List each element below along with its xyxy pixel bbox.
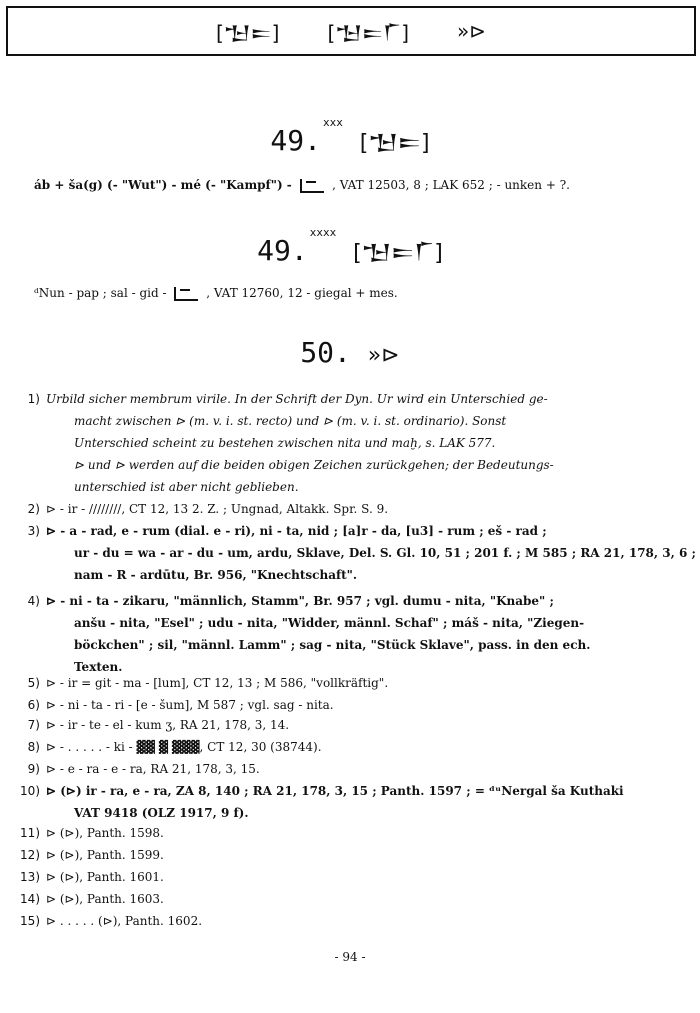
entry-number: 14) (20, 892, 40, 906)
entry-text: ⊳ - ni - ta - ri - [e - šum], M 587 ; vgl. sag - nita. (46, 698, 334, 712)
entry-text: ⊳ (⊳), Panth. 1599. (46, 848, 164, 862)
entry-line (74, 436, 700, 450)
entry-text: Texten. (74, 660, 123, 674)
entry-number: 5) (27, 676, 40, 690)
entry-number: 15) (20, 914, 40, 928)
entry-text: VAT 9418 (OLZ 1917, 9 f). (74, 806, 249, 820)
entry-text: böckchen" ; sil, "männl. Lamm" ; sag - nita, "Stück Sklave", pass. in den ech. (74, 638, 591, 652)
entry-line (18, 698, 700, 712)
entry-line (74, 660, 700, 674)
heading-superscript: xxxx (309, 226, 337, 239)
entry-line (18, 784, 700, 798)
entry-text: ur - du = wa - ar - du - um, ardu, Sklave, Del. S. Gl. 10, 51 ; 201 f. ; M 585 ; RA 21, 178, 3, 6 ; (74, 546, 696, 560)
entry-line (18, 392, 700, 406)
entry-number: 12) (20, 848, 40, 862)
entry-text: ⊳ - e - ra - e - ra, RA 21, 178, 3, 15. (46, 762, 260, 776)
entry-line (74, 568, 700, 582)
cuneiform-sign-icon (174, 287, 198, 301)
entry-text: ⊳ - a - rad, e - rum (dial. e - ri), ni - ta, nid ; [a]r - da, [u3] - rum ; eš - rad ; (46, 524, 547, 538)
entry-text: ⊳ - ni - ta - zikaru, "männlich, Stamm", Br. 957 ; vgl. dumu - nita, "Knabe" ; (46, 594, 554, 608)
title-sign-3: »⊳ (457, 19, 487, 43)
entry-line (74, 806, 700, 820)
title-frame (6, 6, 696, 56)
page-number: - 94 - (334, 950, 366, 964)
entry-number: 2) (27, 502, 40, 516)
section-heading-49xxx (0, 116, 700, 166)
entry-line (74, 480, 700, 494)
entry-line (74, 458, 700, 472)
entry-line (18, 892, 700, 906)
entry-number: 11) (20, 826, 40, 840)
entry-line (18, 676, 700, 690)
entry-line (18, 594, 700, 608)
entry-line (18, 762, 700, 776)
section-text-tail: , VAT 12503, 8 ; LAK 652 ; - unken + ?. (332, 178, 570, 192)
entry-line (74, 414, 700, 428)
entry-line (18, 848, 700, 862)
entry-number: 4) (27, 594, 40, 608)
entry-text: ⊳ und ⊳ werden auf die beiden obigen Zeichen zurückgehen; der Bedeutungs- (74, 458, 554, 472)
entry-text: ⊳ - ir - te - el - kum ʒ, RA 21, 178, 3, 14. (46, 718, 290, 732)
entry-number: 9) (27, 762, 40, 776)
entry-line (18, 718, 700, 732)
title-sign-2: [𒈠𒋰𒇲] (327, 21, 410, 45)
cuneiform-sign-icon: [𒈠𒋰𒇲] (353, 241, 443, 266)
entry-number: 3) (27, 524, 40, 538)
entry-text: Urbild sicher membrum virile. In der Schrift der Dyn. Ur wird ein Unterschied ge- (46, 392, 548, 406)
entry-text: ⊳ - ir = git - ma - [lum], CT 12, 13 ; M 586, "vollkräftig". (46, 676, 389, 690)
cuneiform-sign-icon: »⊳ (367, 343, 400, 368)
entry-line (18, 524, 700, 538)
entry-number: 10) (20, 784, 40, 798)
section-heading-49xxxx (0, 226, 700, 276)
entry-line (18, 740, 700, 754)
entry-number: 6) (27, 698, 40, 712)
entry-text: ⊳ (⊳), Panth. 1601. (46, 870, 164, 884)
entry-line (18, 826, 700, 840)
entry-line (18, 870, 700, 884)
section-text-tail: , VAT 12760, 12 - giegal + mes. (206, 286, 398, 300)
entry-number: 13) (20, 870, 40, 884)
entry-text: macht zwischen ⊳ (m. v. i. st. recto) und ⊳ (m. v. i. st. ordinario). Sonst (74, 414, 507, 428)
entry-number: 1) (27, 392, 40, 406)
heading-number: 50. (300, 336, 351, 369)
section-line-49xxxx (34, 286, 700, 301)
section-text: ᵈNun - pap ; sal - gid - (34, 286, 167, 300)
entry-text: ⊳ (⊳), Panth. 1598. (46, 826, 164, 840)
entry-text: anšu - nita, "Esel" ; udu - nita, "Widder, männl. Schaf" ; máš - nita, "Ziegen- (74, 616, 585, 630)
entry-text: ⊳ (⊳), Panth. 1603. (46, 892, 164, 906)
entry-text: unterschied ist aber nicht geblieben. (74, 480, 299, 494)
entry-number: 8) (27, 740, 40, 754)
entry-text: nam - R - ardūtu, Br. 956, "Knechtschaft". (74, 568, 358, 582)
entry-line (74, 546, 700, 560)
heading-number: 49. (270, 124, 321, 157)
entry-line (74, 616, 700, 630)
section-heading-50 (0, 336, 700, 369)
entry-text: ⊳ - ir - ////////, CT 12, 13 2. Z. ; Ungnad, Altakk. Spr. S. 9. (46, 502, 389, 516)
entry-text: Unterschied scheint zu bestehen zwischen nita und maḫ, s. LAK 577. (74, 436, 496, 450)
entry-line (18, 914, 700, 928)
section-text: áb + ša(g) (- "Wut") - mé (- "Kampf") - (34, 178, 292, 192)
entry-line (74, 638, 700, 652)
section-line-49xxx (34, 178, 700, 193)
entry-text: ⊳ (⊳) ir - ra, e - ra, ZA 8, 140 ; RA 21, 178, 3, 15 ; Panth. 1597 ; = ᵈᵘNergal ša Kuthaki (46, 784, 624, 798)
heading-number: 49. (257, 234, 308, 267)
heading-superscript: xxx (323, 116, 343, 129)
entry-number: 7) (27, 718, 40, 732)
cuneiform-sign-icon (300, 179, 324, 193)
cuneiform-sign-icon: [𒈠𒋰] (359, 131, 430, 156)
title-sign-1: [𒈠𒋰] (215, 21, 280, 45)
entry-line (18, 502, 700, 516)
entry-text: ⊳ - . . . . . - ki - ▓▓ ▓ ▓▓▓, CT 12, 30 (38744). (46, 740, 322, 754)
entry-text: ⊳ . . . . . (⊳), Panth. 1602. (46, 914, 203, 928)
